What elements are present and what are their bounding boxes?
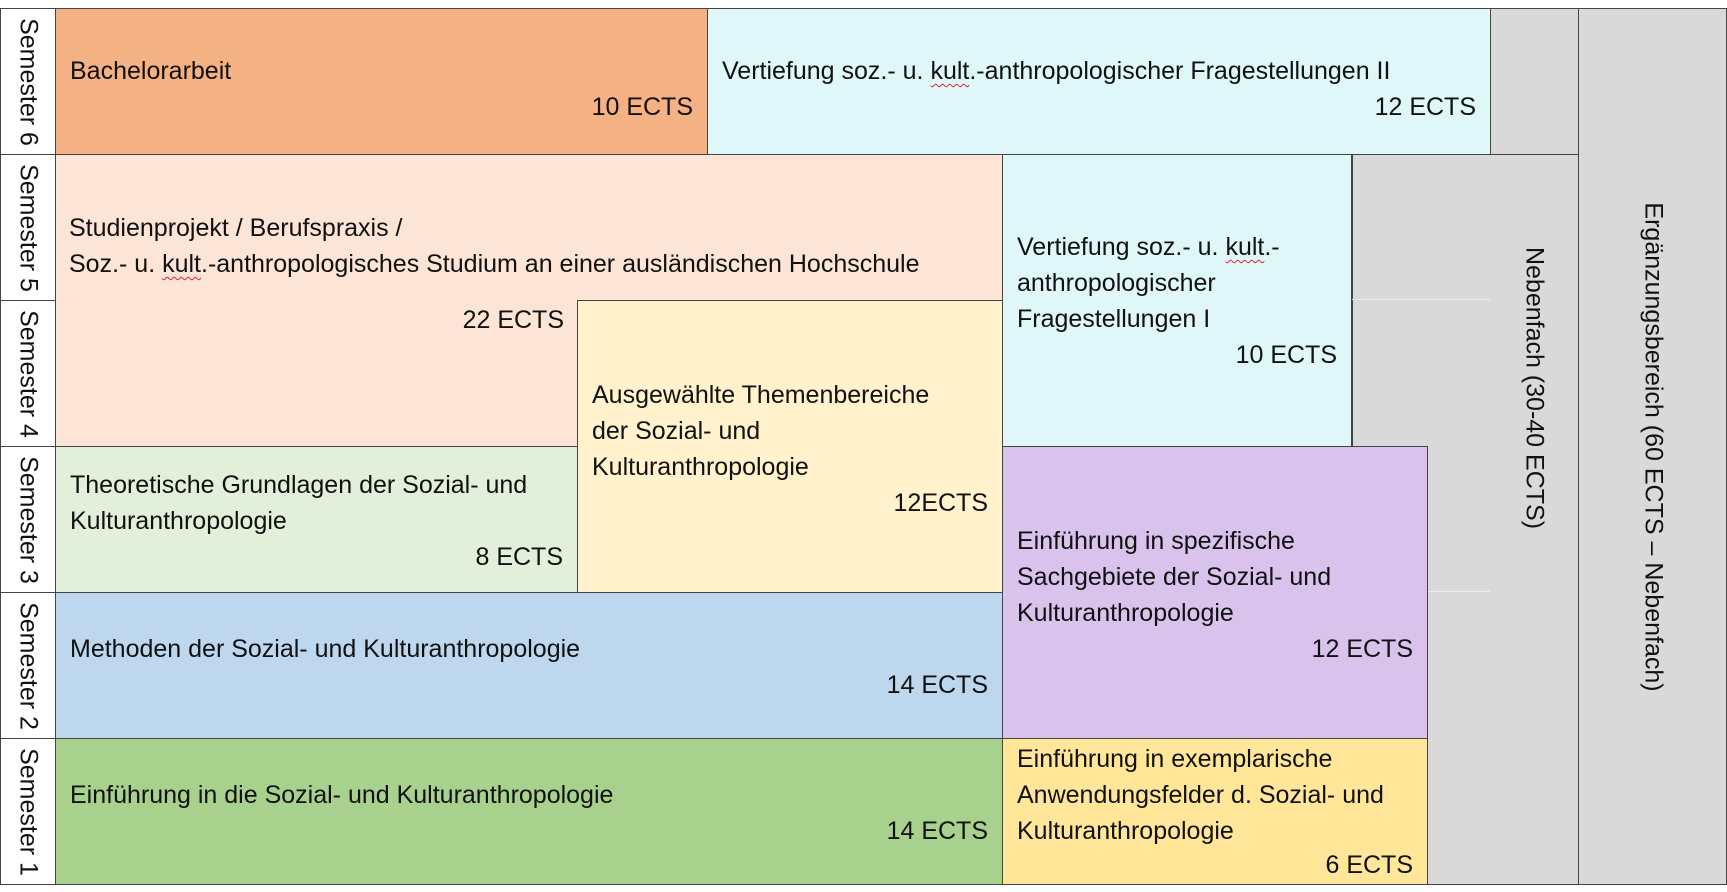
semester-4-label: Semester 4 <box>0 300 56 447</box>
module-ects: 6 ECTS <box>1325 851 1413 879</box>
module-title: Vertiefung soz.- u. kult.- anthropologischer Fragestellungen I <box>1017 233 1280 333</box>
module-title: Ausgewählte Themenbereiche der Sozial- und Kulturanthropologie <box>592 381 930 481</box>
ergaenzungsbereich-column <box>1578 8 1727 885</box>
module-ects: 10 ECTS <box>591 93 693 121</box>
semester-2-label: Semester 2 <box>0 592 56 739</box>
module-ects: 12ECTS <box>893 489 988 517</box>
module-ects: 22 ECTS <box>462 306 564 334</box>
nebenfach-label-area <box>1490 154 1578 884</box>
module-ects: 8 ECTS <box>475 543 563 571</box>
nebenfach-label: Nebenfach (30-40 ECTS) <box>1520 246 1549 529</box>
semester-5-label: Semester 5 <box>0 154 56 301</box>
module-bachelorarbeit <box>55 8 708 155</box>
module-themenbereiche <box>577 300 1003 593</box>
semester-1-label: Semester 1 <box>0 738 56 885</box>
module-ects: 12 ECTS <box>1311 635 1413 663</box>
module-ects: 14 ECTS <box>886 817 988 845</box>
nebenfach-grid-line <box>1426 591 1490 592</box>
module-title: Einführung in die Sozial- und Kulturanthropologie <box>70 781 614 809</box>
module-ects: 14 ECTS <box>886 671 988 699</box>
module-title: Einführung in spezifische Sachgebiete der Sozial- und Kulturanthropologie <box>1017 527 1332 627</box>
module-einfuehrung <box>55 738 1003 885</box>
nebenfach-column-upper <box>1490 8 1579 155</box>
nebenfach-grid-line <box>1352 299 1490 300</box>
module-title: Vertiefung soz.- u. kult.-anthropologischer Fragestellungen II <box>722 57 1391 85</box>
module-title: Theoretische Grundlagen der Sozial- und Kulturanthropologie <box>70 471 528 535</box>
semester-6-label: Semester 6 <box>0 8 56 155</box>
module-title: Methoden der Sozial- und Kulturanthropologie <box>70 635 581 663</box>
module-vertiefung-1 <box>1002 154 1352 447</box>
module-vertiefung-2 <box>707 8 1491 155</box>
module-methoden <box>55 592 1003 739</box>
semester-3-label: Semester 3 <box>0 446 56 593</box>
module-title: Studienprojekt / Berufspraxis / Soz.- u. kult.-anthropologisches Studium an einer ausländischen Hochschule <box>69 214 920 278</box>
module-title: Einführung in exemplarische Anwendungsfelder d. Sozial- und Kulturanthropologie <box>1017 745 1384 845</box>
module-sachgebiete <box>1002 446 1428 739</box>
ergaenzungsbereich-label: Ergänzungsbereich (60 ECTS – Nebenfach) <box>1639 201 1667 692</box>
module-ects: 10 ECTS <box>1235 341 1337 369</box>
module-anwendungsfelder <box>1002 738 1428 885</box>
module-theoretische-grundlagen <box>55 446 578 593</box>
module-title: Bachelorarbeit <box>70 57 232 85</box>
module-ects: 12 ECTS <box>1374 93 1476 121</box>
